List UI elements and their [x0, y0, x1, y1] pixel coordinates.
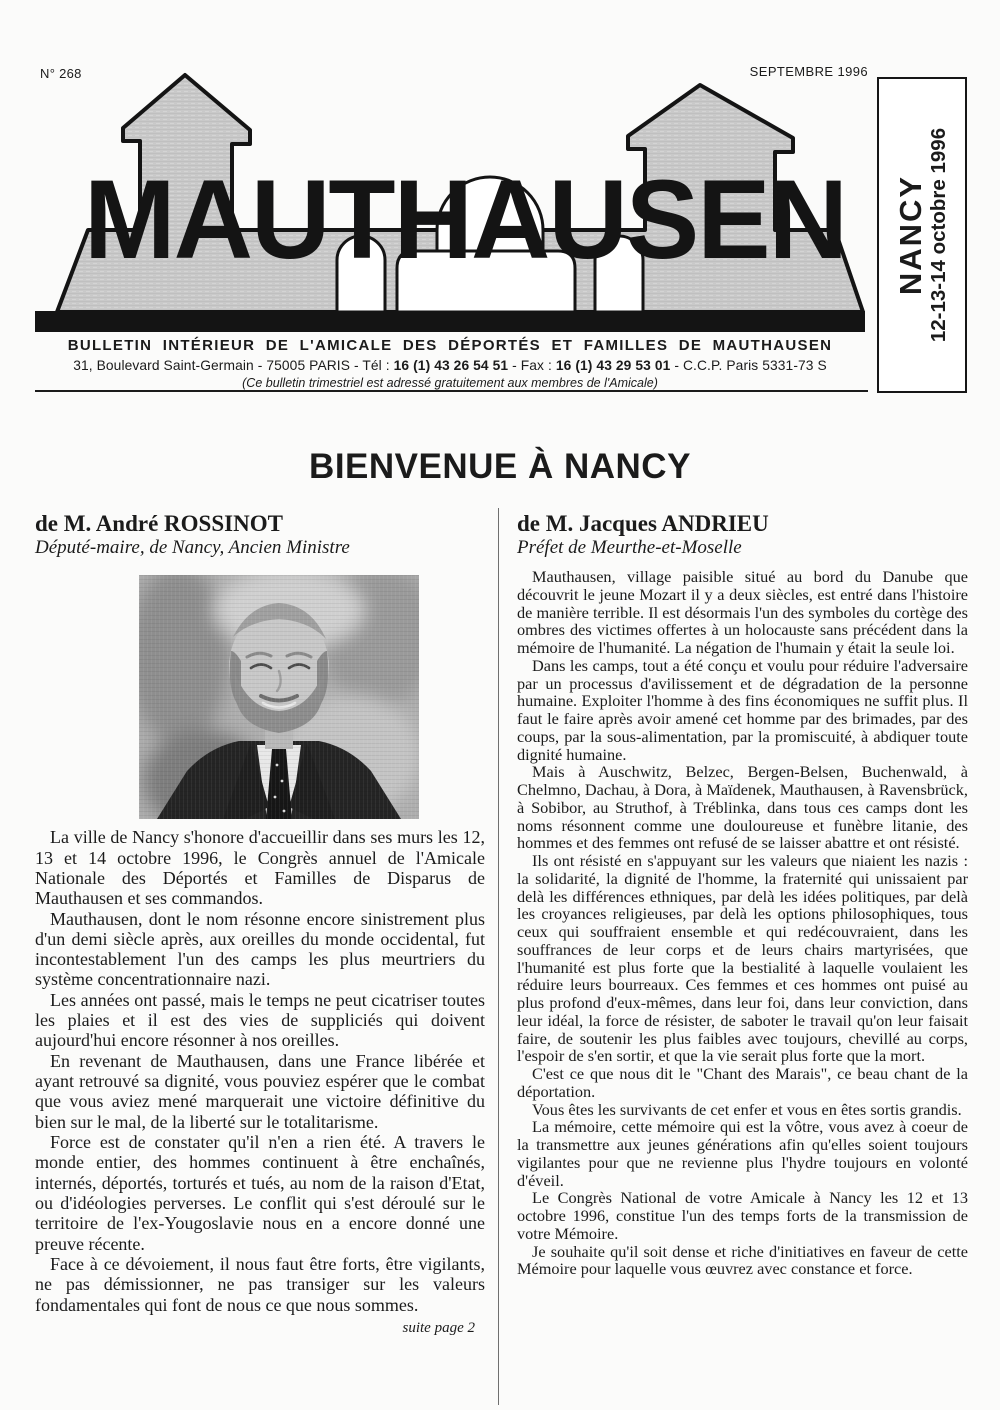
article-paragraph: La mémoire, cette mémoire qui est la vôtre, vous avez à coeur de la transmettre aux jeunes générations afin qu'elles soient toujours vigilantes pour que ne revienne plus l'hydre toujours en volonté d'éveil. — [517, 1117, 968, 1190]
author-role: Député-maire, de Nancy, Ancien Ministre — [35, 537, 350, 559]
article-body — [517, 568, 968, 1278]
article-andrieu — [517, 511, 968, 1278]
article-body — [35, 827, 485, 1315]
column-divider — [498, 508, 499, 1405]
event-box-rotated-text — [879, 79, 965, 391]
issue-date: SEPTEMBRE 1996 — [749, 64, 868, 79]
bulletin-title-line: BULLETIN INTÉRIEUR DE L'AMICALE DES DÉPORTÉS ET FAMILLES DE MAUTHAUSEN — [67, 337, 833, 354]
author-name: de M. André ROSSINOT — [35, 511, 283, 536]
phone-number: 16 (1) 43 26 54 51 — [393, 358, 509, 373]
bulletin-identity-block — [35, 337, 865, 390]
event-box — [877, 77, 967, 393]
portrait-photo — [139, 575, 419, 819]
page-headline: BIENVENUE À NANCY — [309, 447, 691, 486]
article-paragraph: Ils ont résisté en s'appuyant sur les valeurs que niaient les nazis : la solidarité, la dignité de l'homme, la fraternité qui unissaient par delà les différences ethniques, par delà les idées politiques, par delà les croyances religieuses, par delà les options philosophiques, tous ceux qui souffraient ensemble et qui redécouvraient, dans les souffrances de leur corps et de leurs chairs martyrisées, que l'humanité est plus forte que la bestialité à laquelle voulaient les réduire leurs bourreaux. Ces femmes et ces hommes ont puisé au plus profond d'eux-mêmes, dans leur foi, dans leur conviction, dans leur idéal, la force de résister, de saboter le travail qu'on leur faisait faire, de soutenir les plus faibles avec toujours, chevillé au corps, l'espoir de s'en sortir, et que la vie serait plus forte que la mort. — [517, 851, 968, 1066]
issue-number: N° 268 — [40, 66, 82, 81]
header-rule — [35, 390, 868, 392]
article-paragraph: En revenant de Mauthausen, dans une France libérée et ayant retrouvé sa dignité, vous pouviez espérer que le combat que vous aviez mené marquerait une victoire définitive du bien sur le mal, de la liberté sur le totalitarisme. — [35, 1050, 485, 1132]
event-city: NANCY — [892, 174, 928, 296]
continuation-note: suite page 2 — [402, 1320, 475, 1337]
article-paragraph: Dans les camps, tout a été conçu et voulu pour réduire l'adversaire par un processus d'avilissement et de dégradation de la personne humaine. Exploiter l'homme à des fins économiques ne suffit plus. Il faut le faire après avoir amené cet homme par des brimades, par des coups, par la sous-alimentation, par la promiscuité, à abdiquer toute dignité humaine. — [517, 655, 968, 764]
article-paragraph: Le Congrès National de votre Amicale à Nancy les 12 et 13 octobre 1996, constitue l'un des temps forts de la transmission de votre Mémoire. — [517, 1188, 968, 1243]
article-paragraph: Mais à Auschwitz, Belzec, Bergen-Belsen, Buchenwald, à Chelmno, Dachau, à Dora, à Maïdenek, Mauthausen, à Ravensbrück, à Sobibor, au Struthof, à Tréblinka, dans tous ces camps dont les noms résonnent comme une douloureuse et funèbre litanie, des hommes et des femmes ont refusé de se laisser abattre et ont résisté. — [517, 762, 968, 853]
article-paragraph: Je souhaite qu'il soit dense et riche d'initiatives en faveur de cette Mémoire pour laquelle vous œuvrez avec constance et force. — [517, 1241, 968, 1279]
article-paragraph: Mauthausen, village paisible situé au bord du Danube que découvrit le jeune Mozart il y a deux siècles, est entré dans l'histoire de manière terrible. Il est désormais l'un des symboles du cortège des ombres des victimes offertes à un holocauste sans précédent dans la mémoire de l'humanité. La négation de l'humain y était la seule loi. — [517, 567, 968, 658]
article-paragraph: Face à ce dévoiement, il nous faut être forts, être vigilants, ne pas démissionner, ne pas transiger sur les valeurs fondamentales qui font de nous ce que nous sommes. — [35, 1254, 485, 1315]
masthead-building-graphic — [35, 68, 865, 334]
article-paragraph: C'est ce que nous dit le "Chant des Marais", ce beau chant de la déportation. — [517, 1064, 968, 1101]
address-pre: 31, Boulevard Saint-Germain - 75005 PARIS - Tél : — [73, 358, 394, 373]
masthead-title: MAUTHAUSEN — [84, 157, 846, 282]
article-paragraph: Mauthausen, dont le nom résonne encore sinistrement plus d'un demi siècle après, aux oreilles du monde occidental, fut incontestablement l'un des camps les plus meurtriers du système concentrationnaire nazi. — [35, 908, 485, 990]
address-line — [35, 358, 865, 373]
article-paragraph: La ville de Nancy s'honore d'accueillir dans ses murs les 12, 13 et 14 octobre 1996, le Congrès annuel de l'Amicale Nationale des Déportés et Familles de Disparus de Mauthausen et ses commandos. — [35, 827, 485, 909]
subscription-note: (Ce bulletin trimestriel est adressé gratuitement aux membres de l'Amicale) — [242, 376, 658, 390]
fax-number: 16 (1) 43 29 53 01 — [555, 358, 671, 373]
event-dates: 12-13-14 octobre 1996 — [926, 127, 950, 343]
article-paragraph: Les années ont passé, mais le temps ne peut cicatriser toutes les plaies et il est des vies de suppliciés qui doivent aujourd'hui encore résonner à nos oreilles. — [35, 989, 485, 1051]
masthead-base-bar — [35, 311, 865, 332]
author-name: de M. Jacques ANDRIEU — [517, 511, 769, 536]
author-role: Préfet de Meurthe-et-Moselle — [517, 537, 742, 559]
address-mid: - Fax : — [508, 358, 556, 373]
article-rossinot — [35, 511, 485, 1337]
article-paragraph: Vous êtes les survivants de cet enfer et vous en êtes sortis grandis. — [532, 1099, 962, 1119]
article-paragraph: Force est de constater qu'il n'en a rien été. A travers le monde entier, des hommes continuent à être enchaînés, internés, déportés, torturés et tués, au nom de la raison d'Etat, ou d'idéologies perverses. Le conflit qui s'est déroulé sur le territoire de l'ex-Yougoslavie nous en a encore donné une preuve récente. — [35, 1132, 485, 1254]
address-post: - C.C.P. Paris 5331-73 S — [670, 358, 827, 373]
